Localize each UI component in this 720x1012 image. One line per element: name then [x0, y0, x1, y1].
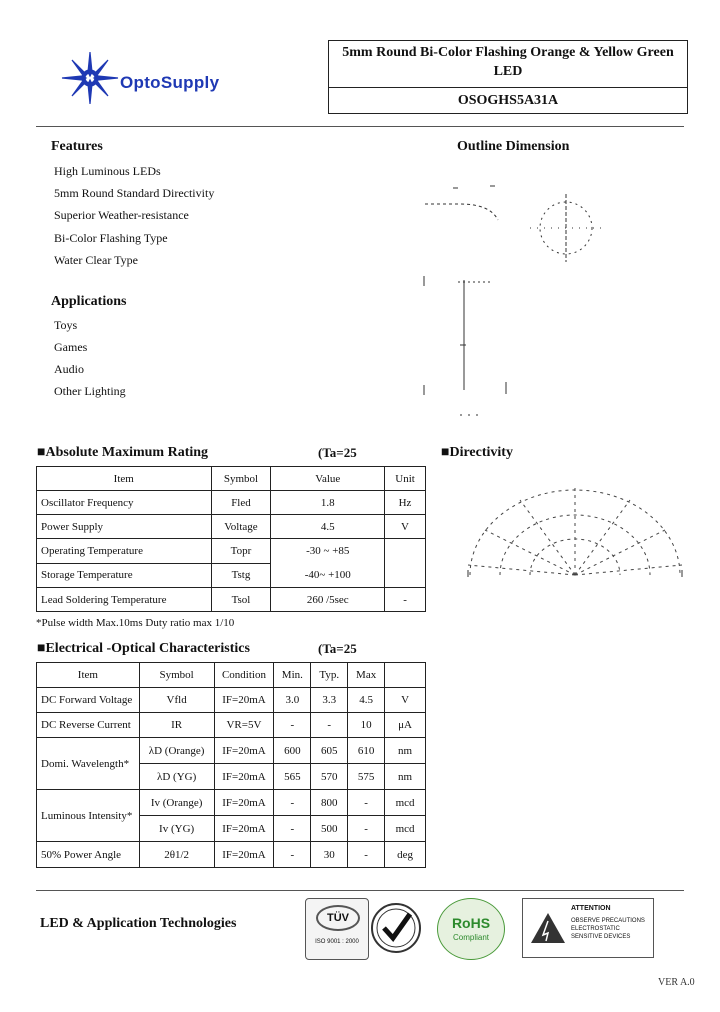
value-cell-range: [271, 539, 385, 588]
item-cell: Operating Temperature: [37, 539, 212, 564]
unit-cell: V: [385, 515, 426, 539]
directivity-heading: ■Directivity: [441, 445, 513, 460]
symbol-cell: 2θ1/2: [139, 842, 214, 868]
header-cell: Max: [348, 663, 385, 688]
rohs-compliant-badge: [437, 898, 505, 960]
unit-cell: Hz: [385, 491, 426, 515]
table-row: [37, 790, 426, 816]
unit-cell: V: [385, 688, 426, 713]
title-box: [328, 40, 688, 114]
symbol-cell: Tsol: [211, 588, 271, 612]
esd-attention-badge: [522, 898, 654, 958]
min-cell: 3.0: [274, 688, 311, 713]
eo-title: Electrical -Optical Characteristics: [45, 641, 250, 656]
max-cell: -: [348, 842, 385, 868]
condition-cell: IF=20mA: [214, 688, 274, 713]
item-cell: Storage Temperature: [37, 563, 212, 588]
product-title: 5mm Round Bi-Color Flashing Orange & Yellow Green LED: [329, 41, 687, 88]
table-row: [37, 515, 426, 539]
value-cell: 260 /5sec: [271, 588, 385, 612]
item-cell: DC Reverse Current: [37, 713, 140, 738]
rohs-label: RoHS: [451, 915, 491, 931]
header-cell: Item: [37, 467, 212, 491]
symbol-cell: Iv (Orange): [139, 790, 214, 816]
typ-cell: 500: [311, 816, 348, 842]
min-cell: -: [274, 790, 311, 816]
condition-cell: IF=20mA: [214, 764, 274, 790]
table-row: [37, 539, 426, 564]
value-cell: 1.8: [271, 491, 385, 515]
pulse-note: *Pulse width Max.10ms Duty ratio max 1/10: [36, 617, 235, 629]
table-row: [37, 713, 426, 738]
header-cell: [385, 663, 426, 688]
checkmark-certification-icon: [370, 898, 422, 958]
max-cell: 4.5: [348, 688, 385, 713]
header-cell: Value: [271, 467, 385, 491]
min-cell: -: [274, 713, 311, 738]
min-cell: -: [274, 816, 311, 842]
unit-cell: nm: [385, 738, 426, 764]
feature-item: 5mm Round Standard Directivity: [54, 186, 215, 200]
unit-cell: mcd: [385, 790, 426, 816]
unit-cell: -: [385, 588, 426, 612]
applications-heading: Applications: [51, 294, 127, 309]
symbol-cell: Voltage: [211, 515, 271, 539]
header-cell: Condition: [214, 663, 274, 688]
condition-cell: IF=20mA: [214, 816, 274, 842]
header-divider: [36, 126, 684, 127]
rohs-compliant-label: Compliant: [452, 933, 489, 942]
item-cell: 50% Power Angle: [37, 842, 140, 868]
unit-cell: [385, 539, 426, 588]
unit-cell: deg: [385, 842, 426, 868]
typ-cell: 570: [311, 764, 348, 790]
condition-cell: IF=20mA: [214, 790, 274, 816]
application-item: Toys: [54, 318, 78, 332]
table-row: [37, 491, 426, 515]
condition-cell: VR=5V: [214, 713, 274, 738]
header-cell: Symbol: [211, 467, 271, 491]
item-cell: Lead Soldering Temperature: [37, 588, 212, 612]
abs-max-table: [36, 466, 426, 612]
outline-drawing: [420, 180, 620, 420]
table-row: [37, 738, 426, 764]
symbol-cell: Vfld: [139, 688, 214, 713]
application-item: Other Lighting: [54, 384, 126, 398]
max-cell: 575: [348, 764, 385, 790]
header-cell: Symbol: [139, 663, 214, 688]
abs-max-title: Absolute Maximum Rating: [45, 445, 209, 460]
value-storage: -40~ +100: [304, 569, 351, 581]
unit-cell: nm: [385, 764, 426, 790]
item-cell: Domi. Wavelength*: [37, 738, 140, 790]
typ-cell: 800: [311, 790, 348, 816]
min-cell: 600: [274, 738, 311, 764]
condition-cell: IF=20mA: [214, 738, 274, 764]
version-label: VER A.0: [658, 977, 695, 988]
attention-title: ATTENTION: [571, 905, 611, 912]
symbol-cell: Tstg: [211, 563, 271, 588]
max-cell: 10: [348, 713, 385, 738]
directivity-title: Directivity: [449, 445, 513, 460]
table-header-row: [37, 663, 426, 688]
header-cell: Unit: [385, 467, 426, 491]
table-row: [37, 688, 426, 713]
abs-max-condition: (Ta=25: [318, 445, 357, 460]
symbol-cell: Iv (YG): [139, 816, 214, 842]
feature-item: Bi-Color Flashing Type: [54, 231, 168, 245]
max-cell: 610: [348, 738, 385, 764]
features-heading: Features: [51, 139, 103, 154]
part-number: OSOGHS5A31A: [457, 93, 559, 108]
outline-heading: Outline Dimension: [457, 139, 570, 154]
unit-cell: μA: [385, 713, 426, 738]
feature-item: Water Clear Type: [54, 253, 138, 267]
header-cell: Item: [37, 663, 140, 688]
directivity-diagram: [460, 480, 690, 590]
max-cell: -: [348, 790, 385, 816]
abs-max-heading: ■Absolute Maximum Rating: [37, 445, 209, 460]
item-cell: Luminous Intensity*: [37, 790, 140, 842]
header-cell: Min.: [274, 663, 311, 688]
typ-cell: 3.3: [311, 688, 348, 713]
symbol-cell: Fled: [211, 491, 271, 515]
esd-warning-icon: [529, 911, 567, 945]
application-item: Audio: [54, 362, 84, 376]
tuv-logo: TÜV: [316, 905, 360, 931]
symbol-cell: Topr: [211, 539, 271, 564]
unit-cell: mcd: [385, 816, 426, 842]
feature-item: High Luminous LEDs: [54, 164, 161, 178]
footer-divider: [36, 890, 684, 891]
application-item: Games: [54, 340, 88, 354]
attention-text: OBSERVE PRECAUTIONS ELECTROSTATIC SENSITIVE DEVICES: [571, 918, 645, 940]
table-row: [37, 842, 426, 868]
item-cell: Power Supply: [37, 515, 212, 539]
typ-cell: -: [311, 713, 348, 738]
table-row: [37, 588, 426, 612]
company-tagline: LED & Application Technologies: [40, 916, 237, 931]
symbol-cell: λD (YG): [139, 764, 214, 790]
brand-name: OptoSupply: [120, 73, 220, 92]
max-cell: -: [348, 816, 385, 842]
typ-cell: 605: [311, 738, 348, 764]
symbol-cell: IR: [139, 713, 214, 738]
min-cell: -: [274, 842, 311, 868]
min-cell: 565: [274, 764, 311, 790]
eo-heading: ■Electrical -Optical Characteristics: [37, 641, 250, 656]
typ-cell: 30: [311, 842, 348, 868]
condition-cell: IF=20mA: [214, 842, 274, 868]
iso-label: ISO 9001 : 2000: [315, 939, 359, 945]
feature-item: Superior Weather-resistance: [54, 208, 189, 222]
eo-condition: (Ta=25: [318, 641, 357, 656]
item-cell: Oscillator Frequency: [37, 491, 212, 515]
item-cell: DC Forward Voltage: [37, 688, 140, 713]
table-header-row: [37, 467, 426, 491]
symbol-cell: λD (Orange): [139, 738, 214, 764]
value-operating: -30 ~ +85: [306, 545, 350, 557]
header-cell: Typ.: [311, 663, 348, 688]
tuv-certification-badge: [305, 898, 369, 960]
eo-table: [36, 662, 426, 868]
value-cell: 4.5: [271, 515, 385, 539]
